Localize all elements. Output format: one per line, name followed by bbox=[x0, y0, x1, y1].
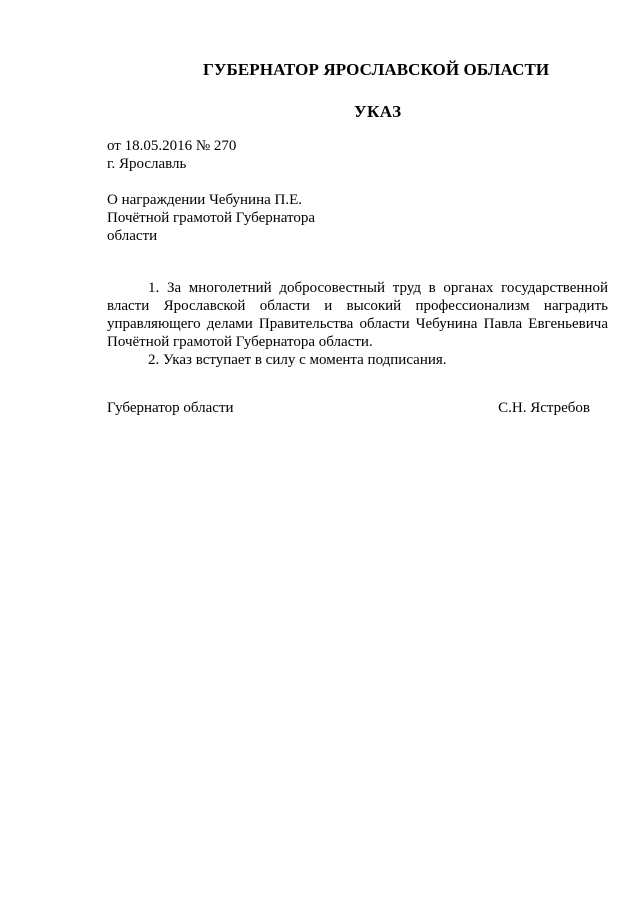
subject-line: О награждении Чебунина П.Е. bbox=[107, 192, 303, 208]
document-body bbox=[107, 279, 608, 369]
document-subject bbox=[107, 191, 315, 245]
subject-line: области bbox=[107, 228, 158, 244]
body-paragraph: 2. Указ вступает в силу с момента подписания. bbox=[148, 352, 447, 368]
body-paragraph: 1. За многолетний добросовестный труд в органах государственной власти Ярославской области и высокий профессионализм наградить управляющего делами Правительства области Чебунина Павла Евгеньевича Почётной грамотой Губернатора области. bbox=[107, 280, 608, 350]
document-type-heading: УКАЗ bbox=[354, 102, 402, 121]
date-number: от 18.05.2016 № 270 bbox=[107, 138, 237, 154]
signature-block bbox=[107, 399, 590, 417]
subject-line: Почётной грамотой Губернатора bbox=[107, 210, 316, 226]
signatory-name: С.Н. Ястребов bbox=[498, 400, 590, 416]
signatory-position: Губернатор области bbox=[107, 400, 234, 416]
issuer-title: ГУБЕРНАТОР ЯРОСЛАВСКОЙ ОБЛАСТИ bbox=[203, 60, 550, 79]
place: г. Ярославль bbox=[107, 156, 187, 172]
document-meta bbox=[107, 137, 236, 173]
